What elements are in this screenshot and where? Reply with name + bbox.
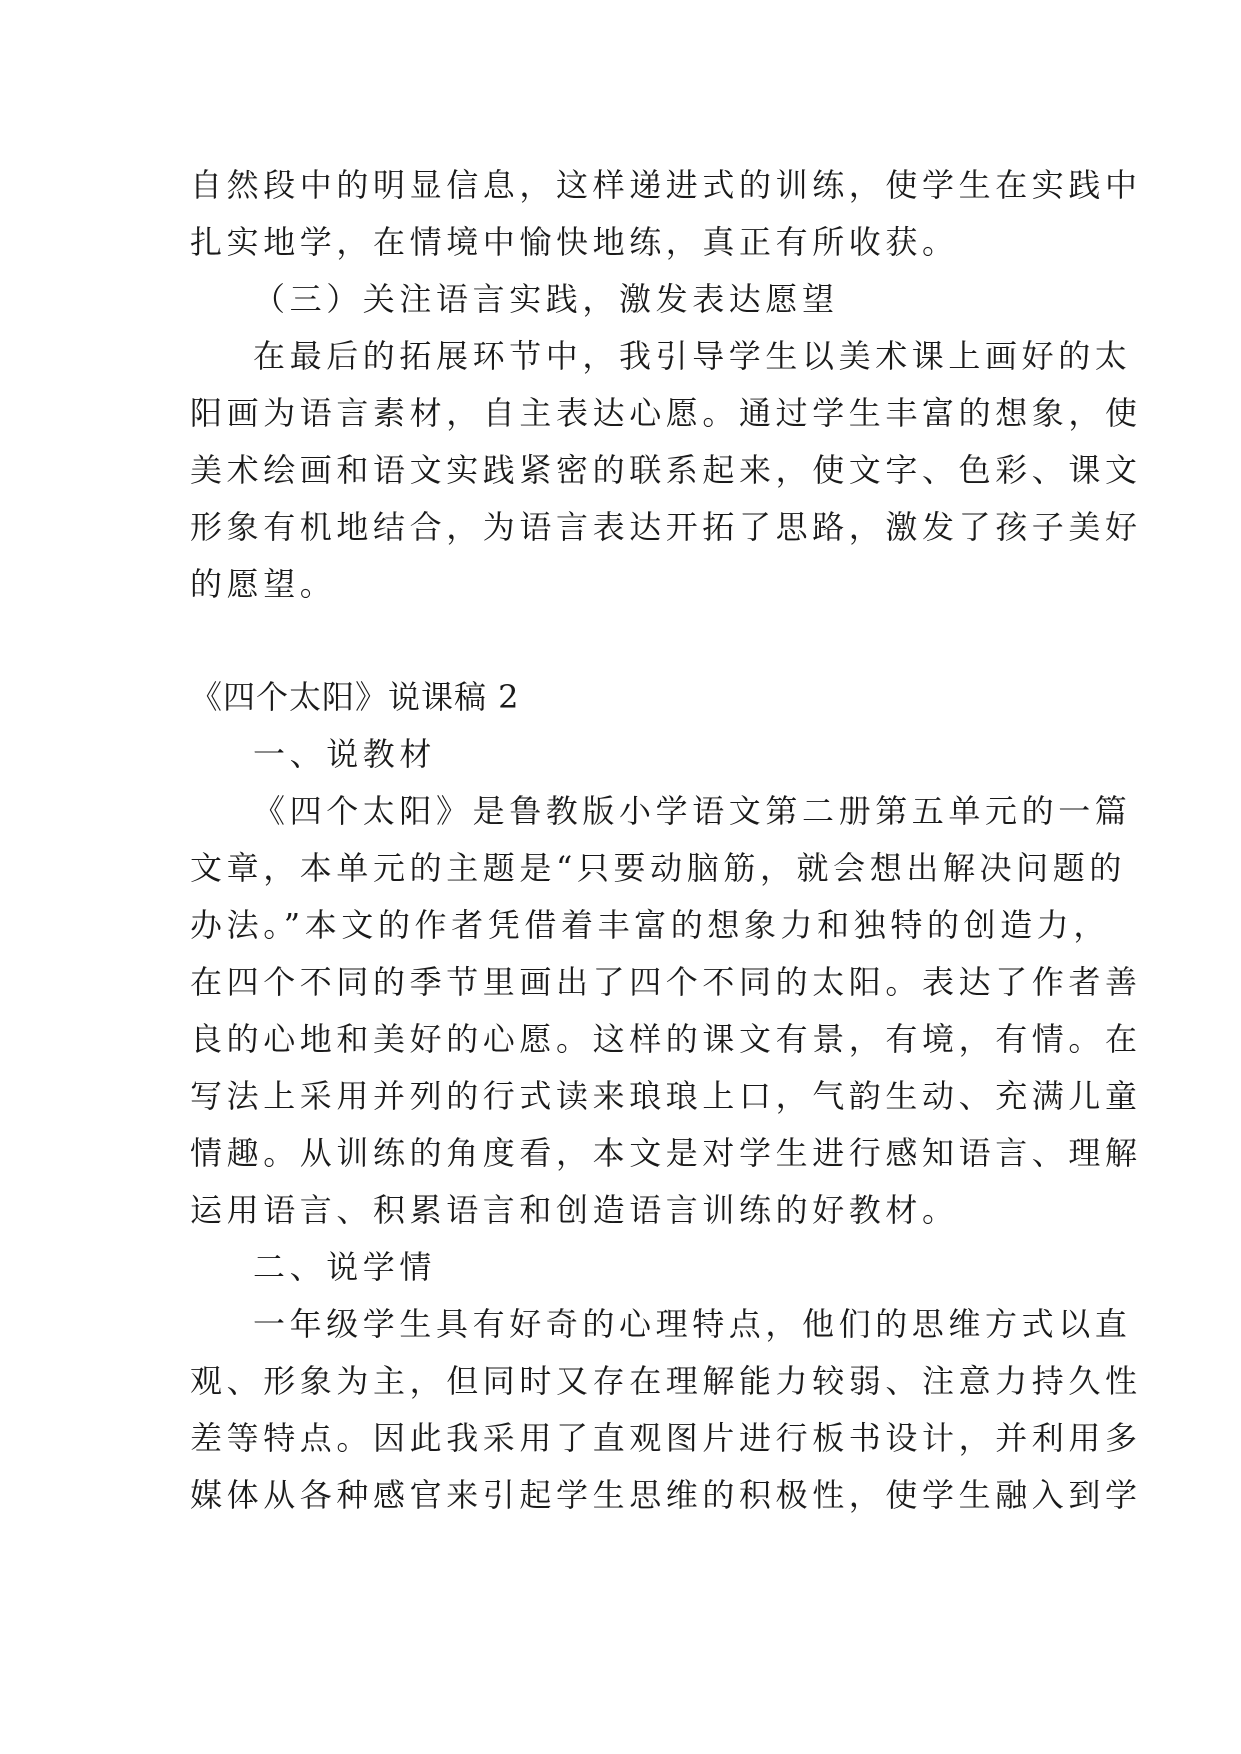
- body-text-line: 形象有机地结合，为语言表达开拓了思路，激发了孩子美好: [190, 508, 1142, 546]
- section-heading: 一、说教材: [253, 735, 437, 773]
- body-text-line: 办法。”本文的作者凭借着丰富的想象力和独特的创造力，: [190, 906, 1110, 944]
- body-text-line: 写法上采用并列的行式读来琅琅上口，气韵生动、充满儿童: [190, 1077, 1142, 1115]
- body-text-line: 情趣。从训练的角度看，本文是对学生进行感知语言、理解: [190, 1134, 1142, 1172]
- body-text-line: 媒体从各种感官来引起学生思维的积极性，使学生融入到学: [190, 1476, 1142, 1514]
- body-text-line: 观、形象为主，但同时又存在理解能力较弱、注意力持久性: [190, 1362, 1142, 1400]
- body-text-line: 美术绘画和语文实践紧密的联系起来，使文字、色彩、课文: [190, 451, 1142, 489]
- body-text-line: 自然段中的明显信息，这样递进式的训练，使学生在实践中: [190, 166, 1142, 204]
- section-heading: 二、说学情: [253, 1248, 437, 1286]
- body-text-line: 在最后的拓展环节中，我引导学生以美术课上画好的太: [253, 337, 1132, 375]
- body-text-line: 阳画为语言素材，自主表达心愿。通过学生丰富的想象，使: [190, 394, 1142, 432]
- document-title: 《四个太阳》说课稿 2: [190, 678, 520, 716]
- body-text-line: 文章，本单元的主题是“只要动脑筋，就会想出解决问题的: [190, 849, 1126, 887]
- body-text-line: 在四个不同的季节里画出了四个不同的太阳。表达了作者善: [190, 963, 1142, 1001]
- body-text-line: 《四个太阳》是鲁教版小学语文第二册第五单元的一篇: [253, 792, 1132, 830]
- body-text-line: 的愿望。: [190, 565, 337, 603]
- body-text-line: 差等特点。因此我采用了直观图片进行板书设计，并利用多: [190, 1419, 1142, 1457]
- body-text-line: 良的心地和美好的心愿。这样的课文有景，有境，有情。在: [190, 1020, 1142, 1058]
- section-heading: （三）关注语言实践，激发表达愿望: [253, 280, 839, 318]
- body-text-line: 一年级学生具有好奇的心理特点，他们的思维方式以直: [253, 1305, 1132, 1343]
- body-text-line: 扎实地学，在情境中愉快地练，真正有所收获。: [190, 223, 959, 261]
- body-text-line: 运用语言、积累语言和创造语言训练的好教材。: [190, 1191, 959, 1229]
